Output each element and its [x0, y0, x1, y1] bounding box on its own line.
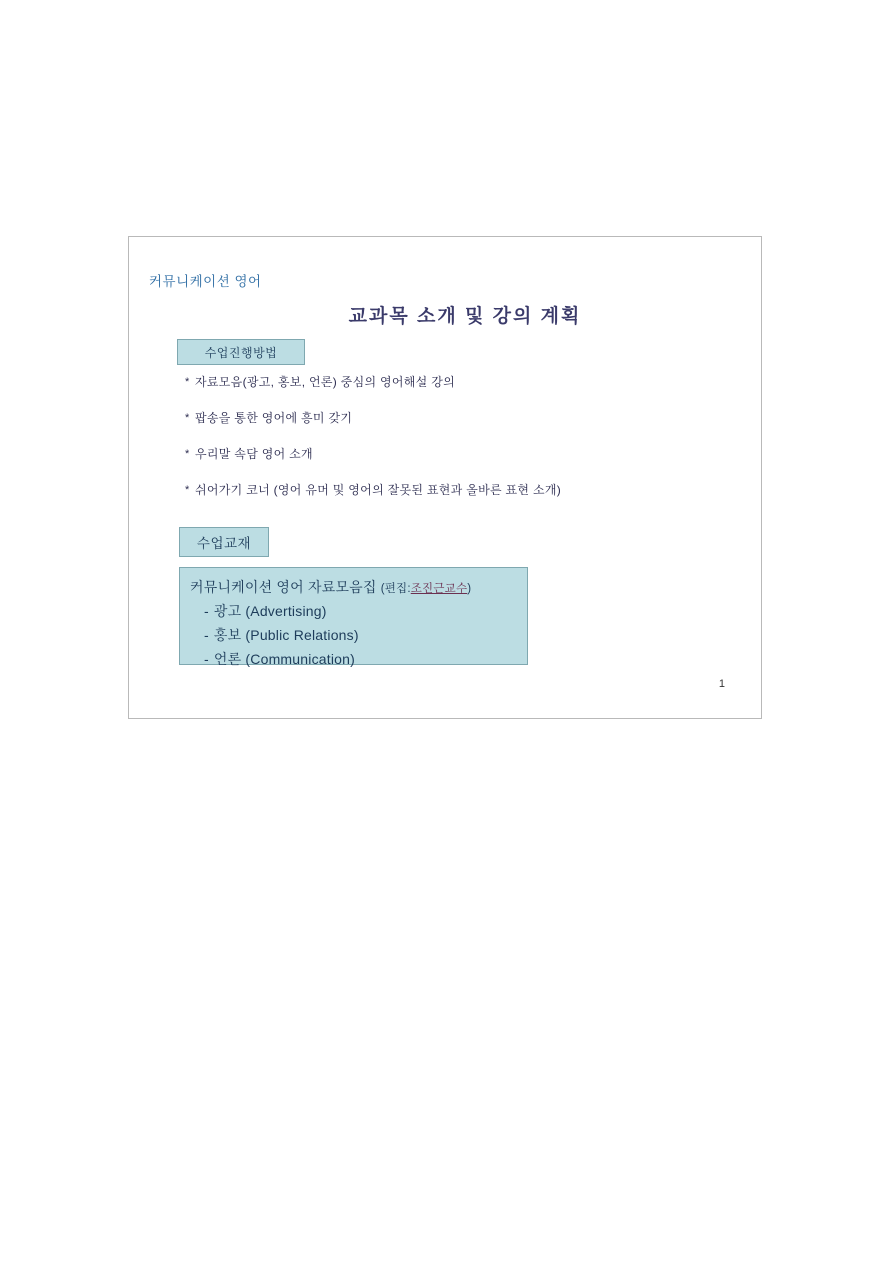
textbook-editor [381, 583, 472, 595]
bullet-list [185, 375, 725, 519]
textbook-item-text: 홍보 (Public Relations) [213, 627, 359, 643]
textbook-item [190, 601, 527, 621]
textbook-box [179, 567, 528, 665]
dash-icon: - [204, 651, 209, 667]
page-number: 1 [718, 678, 725, 690]
bullet-marker-icon: * [185, 412, 190, 424]
bullet-marker-icon: * [185, 376, 190, 388]
dash-icon: - [204, 627, 209, 643]
dash-icon: - [204, 603, 209, 619]
textbook-item-text: 광고 (Advertising) [213, 603, 327, 619]
section-header-method-label: 수업진행방법 [204, 345, 278, 360]
editor-suffix: ) [467, 583, 472, 595]
bullet-marker-icon: * [185, 448, 190, 460]
course-label: 커뮤니케이션 영어 [149, 274, 262, 289]
list-item [185, 447, 725, 461]
section-header-material [179, 527, 269, 557]
list-item [185, 411, 725, 425]
slide-page [128, 236, 762, 719]
list-item-text: 팝송을 통한 영어에 흥미 갖기 [195, 411, 353, 425]
list-item-text: 우리말 속담 영어 소개 [195, 447, 313, 461]
list-item [185, 483, 725, 497]
bullet-marker-icon: * [185, 484, 190, 496]
editor-name: 조진근교수 [410, 583, 468, 595]
list-item-text: 자료모음(광고, 홍보, 언론) 중심의 영어해설 강의 [195, 375, 455, 389]
textbook-item-text: 언론 (Communication) [213, 651, 355, 667]
textbook-item [190, 625, 527, 645]
editor-prefix: (편집: [380, 583, 411, 595]
page-title: 교과목 소개 및 강의 계획 [348, 306, 582, 327]
section-header-material-label: 수업교재 [196, 536, 252, 551]
list-item-text: 쉬어가기 코너 (영어 유머 및 영어의 잘못된 표현과 올바른 표현 소개) [195, 483, 562, 497]
section-header-method [177, 339, 305, 365]
textbook-title: 커뮤니케이션 영어 자료모음집 [190, 579, 377, 595]
textbook-title-row [190, 577, 527, 597]
textbook-item [190, 649, 527, 669]
list-item [185, 375, 725, 389]
